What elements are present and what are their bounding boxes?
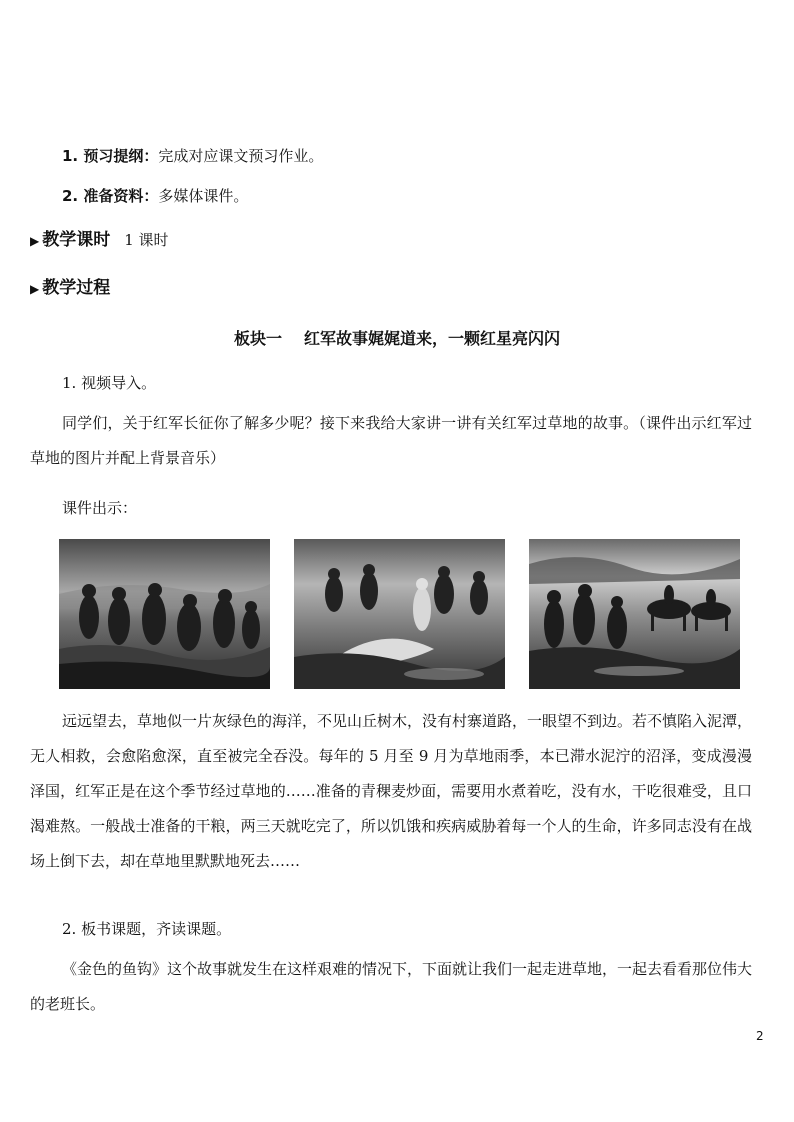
prep-item-1	[62, 146, 323, 166]
prep-item-2-text: 多媒体课件。	[158, 187, 249, 205]
arrow-bullet-icon: ▶	[30, 282, 40, 296]
class-hours-heading: 教学课时	[42, 230, 111, 250]
intro-paragraph: 同学们，关于红军长征你了解多少呢？接下来我给大家讲一讲有关红军过草地的故事。（课件出示红军过草地的图片并配上背景音乐）	[30, 414, 752, 467]
block-title	[0, 326, 794, 349]
closing-paragraph: 《金色的鱼钩》这个故事就发生在这样艰难的情况下，下面就让我们一起走进草地，一起去看看那位伟大的老班长。	[30, 960, 753, 1013]
process-heading: 教学过程	[42, 278, 111, 298]
class-hours-value: 1 课时	[124, 231, 169, 249]
process-row	[30, 278, 110, 299]
photo-soldiers-in-marsh	[294, 539, 505, 689]
step-2: 2. 板书课题，齐读课题。	[62, 920, 232, 938]
photo-red-army-marching	[59, 539, 270, 689]
prep-item-1-text: 完成对应课文预习作业。	[158, 147, 324, 165]
class-hours-row	[30, 230, 169, 251]
prep-item-1-label: 1. 预习提纲：	[62, 147, 159, 165]
step-1: 1. 视频导入。	[62, 374, 157, 392]
story-paragraph: 远远望去，草地似一片灰绿色的海洋，不见山丘树木，没有村寨道路，一眼望不到边。若不慎陷入泥潭，无人相救，会愈陷愈深，直至被完全吞没。每年的 5 月至 9 月为草地雨季，本已滞水泥泞的沼泽，变成漫漫泽国，红军正是在这个季节经过草地的……准备的青稞麦炒面，需要用水煮着吃，没有水，干吃很难受，且口渴难熬。一般战士准备的干粮，两三天就吃完了，所以饥饿和疾病威胁着每一个人的生命，许多同志没有在战场上倒下去，却在草地里默默地死去……	[30, 712, 753, 870]
block-title-text: 红军故事娓娓道来，一颗红星亮闪闪	[304, 329, 561, 348]
arrow-bullet-icon: ▶	[30, 234, 40, 248]
photo-cavalry-on-grassland	[529, 539, 740, 689]
courseware-label: 课件出示：	[62, 499, 138, 517]
page-number: 2	[756, 1029, 764, 1043]
prep-item-2-label: 2. 准备资料：	[62, 187, 159, 205]
block-part-label: 板块一	[233, 329, 282, 348]
prep-item-2	[62, 186, 248, 206]
